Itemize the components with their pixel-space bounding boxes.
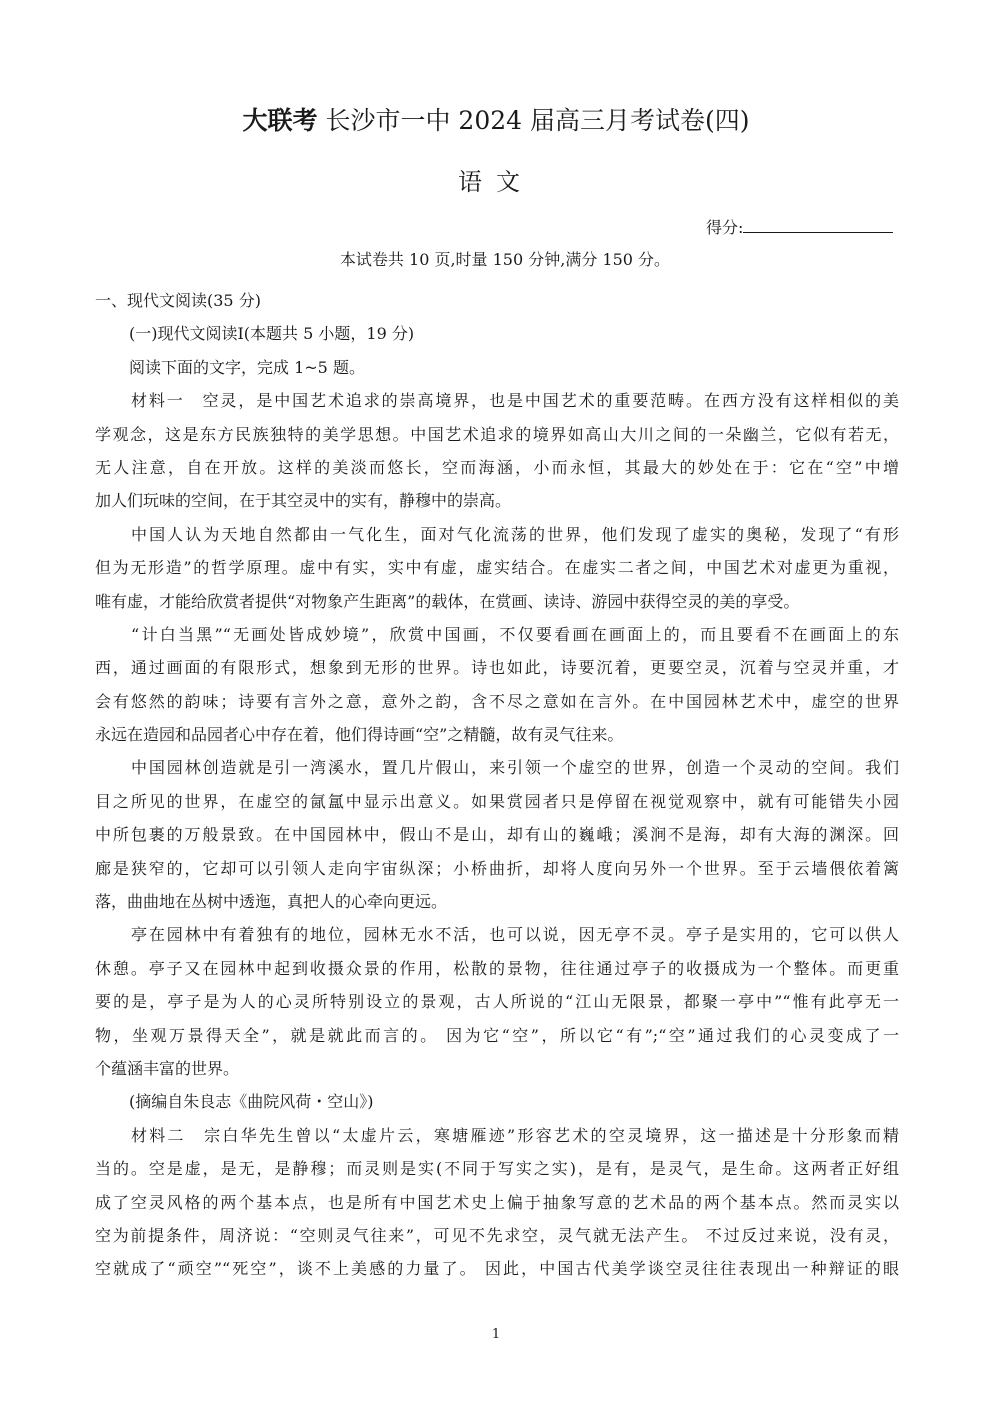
score-field bbox=[706, 216, 906, 239]
score-label: 得分: bbox=[706, 218, 744, 237]
paragraph-line: 空为前提条件，周济说：“空则灵气往来”，可见不先求空，灵气就无法产生。 不过反过来说，没有灵， bbox=[95, 1225, 899, 1245]
paragraph-line: 但为无形造”的哲学原理。虚中有实，实中有虚，虚实结合。在虚实二者之间，中国艺术对虚更为重视， bbox=[95, 558, 899, 578]
paragraph-line: 西，通过画面的有限形式，想象到无形的世界。诗也如此，诗要沉着，更要空灵，沉着与空灵并重，才 bbox=[95, 658, 899, 678]
exam-info: 本试卷共 10 页,时量 150 分钟,满分 150 分。 bbox=[339, 250, 671, 269]
paragraph-line: 加人们玩味的空间，在于其空灵中的实有，静穆中的崇高。 bbox=[95, 491, 512, 511]
page-number: 1 bbox=[491, 1327, 501, 1342]
paragraph-line: 亭在园林中有着独有的地位，园林无水不活，也可以说，因无亭不灵。亭子是实用的，它可以供人 bbox=[131, 925, 899, 945]
paragraph-line: 会有悠然的韵味；诗要有言外之意，意外之韵，含不尽之意如在言外。在中国园林艺术中，虚空的世界 bbox=[95, 691, 899, 711]
paragraph-line: 当的。空是虚，是无，是静穆；而灵则是实(不同于写实之实)，是有，是灵气，是生命。这两者正好组 bbox=[95, 1159, 899, 1179]
paragraph-line: 空就成了“顽空”“死空”，谈不上美感的力量了。 因此，中国古代美学谈空灵往往表现出一种辩证的眼 bbox=[95, 1259, 899, 1279]
exam-body bbox=[95, 284, 899, 1286]
paragraph-line: 要的是，亭子是为人的心灵所特别设立的景观，古人所说的“江山无限景，都聚一亭中”“惟有此亭无一 bbox=[95, 992, 899, 1012]
paragraph-line: 目之所见的世界，在虚空的氤氲中显示出意义。如果赏园者只是停留在视觉观察中，就有可能错失小园 bbox=[95, 791, 899, 811]
source-citation: (摘编自朱良志《曲院风荷・空山》) bbox=[129, 1092, 374, 1112]
paragraph-line: 永远在造园和品园者心中存在着，他们得诗画“空”之精髓，故有灵气往来。 bbox=[95, 725, 624, 745]
section-heading: 一、现代文阅读(35 分) bbox=[95, 291, 261, 310]
subject-title: 语文 bbox=[458, 168, 534, 196]
paragraph-line: 个蕴涵丰富的世界。 bbox=[95, 1058, 240, 1078]
paragraph-line: 学观念，这是东方民族独特的美学思想。中国艺术追求的境界如高山大川之间的一朵幽兰，它似有若无， bbox=[95, 424, 899, 444]
paragraph-line: 物，坐观万景得天全”，就是就此而言的。 因为它“空”，所以它“有”;“空”通过我们的心灵变成了一 bbox=[95, 1025, 899, 1045]
paragraph-line: 唯有虚，才能给欣赏者提供“对物象产生距离”的载体，在赏画、读诗、游园中获得空灵的美的享受。 bbox=[95, 591, 800, 611]
paragraph-line: 材料二 宗白华先生曾以“太虚片云，寒塘雁迹”形容艺术的空灵境界，这一描述是十分形象而精 bbox=[131, 1125, 899, 1145]
paragraph-line: 廊是狭窄的，它却可以引领人走向宇宙纵深；小桥曲折，却将人度向另外一个世界。至于云墙偎依着篱 bbox=[95, 858, 899, 878]
score-blank-line bbox=[743, 216, 893, 233]
paragraph-line: 无人注意，自在开放。这样的美淡而悠长，空而海涵，小而永恒，其最大的妙处在于：它在“空”中增 bbox=[95, 457, 899, 477]
exam-title bbox=[0, 104, 992, 138]
paragraph-line: 材料一 空灵，是中国艺术追求的崇高境界，也是中国艺术的重要范畴。在西方没有这样相似的美 bbox=[131, 391, 899, 411]
paragraph-line: 中国人认为天地自然都由一气化生，面对气化流荡的世界，他们发现了虚实的奥秘，发现了“有形 bbox=[131, 524, 899, 544]
paragraph-line: 落，曲曲地在丛树中透迤，真把人的心牵向更远。 bbox=[95, 892, 448, 912]
paragraph-line: 中所包裹的万般景致。在中国园林中，假山不是山，却有山的巍峨；溪涧不是海，却有大海的渊深。回 bbox=[95, 825, 899, 845]
instruction-text: 阅读下面的文字，完成 1~5 题。 bbox=[129, 357, 365, 377]
subsection-heading: (一)现代文阅读Ⅰ(本题共 5 小题，19 分) bbox=[129, 324, 415, 344]
paragraph-line: 休憩。亭子又在园林中起到收摄众景的作用，松散的景物，往往通过亭子的收摄成为一个整体。而更重 bbox=[95, 958, 899, 978]
paragraph-line: 成了空灵风格的两个基本点，也是所有中国艺术史上偏于抽象写意的艺术品的两个基本点。然而灵实以 bbox=[95, 1192, 899, 1212]
paragraph-line: “计白当黑”“无画处皆成妙境”，欣赏中国画，不仅要看画在画面上的，而且要看不在画面上的东 bbox=[131, 624, 899, 644]
paragraph-line: 中国园林创造就是引一湾溪水，置几片假山，来引领一个虚空的世界，创造一个灵动的空间。我们 bbox=[131, 758, 899, 778]
exam-title-text: 长沙市一中 2024 届高三月考试卷(四) bbox=[317, 106, 750, 135]
exam-brand: 大联考 bbox=[242, 106, 318, 135]
